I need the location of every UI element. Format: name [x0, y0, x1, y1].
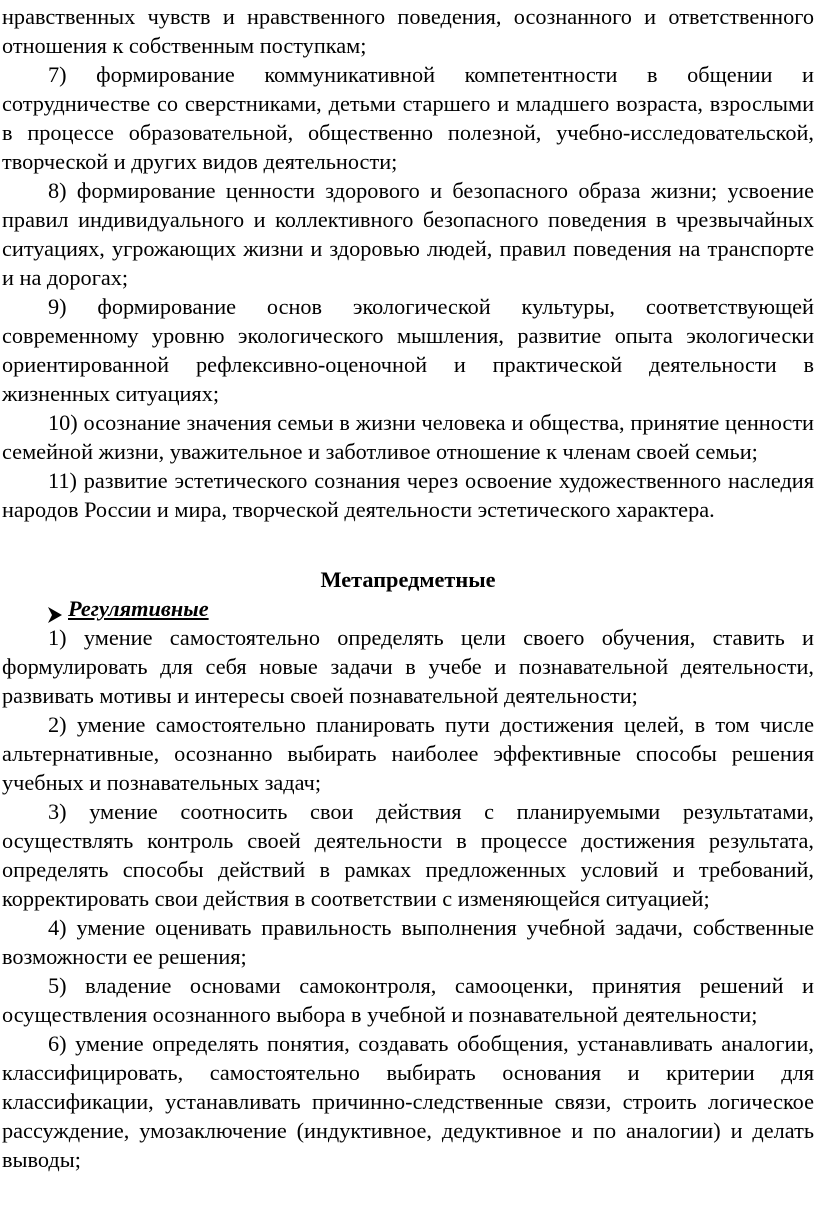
regulatory-item-3: 3) умение соотносить свои действия с планируемыми результатами, осуществлять контроль своей деятельности в процессе достижения результата, определять способы действий в рамках предложенных условий и требований, корректировать свои действия в соответствии с изменяющейся ситуацией;: [2, 799, 814, 911]
personal-item-8: 8) формирование ценности здорового и безопасного образа жизни; усвоение правил индивидуального и коллективного безопасного поведения в чрезвычайных ситуациях, угрожающих жизни и здоровью людей, правил поведения на транспорте и на дорогах;: [2, 178, 814, 290]
personal-item-9: 9) формирование основ экологической культуры, соответствующей современному уровню экологического мышления, развитие опыта экологически ориентированной рефлексивно-оценочной и практической деятельности в жизненных ситуациях;: [2, 294, 814, 406]
subsection-heading: [2, 594, 814, 623]
regulatory-item-1: 1) умение самостоятельно определять цели своего обучения, ставить и формулировать для себя новые задачи в учебе и познавательной деятельности, развивать мотивы и интересы своей познавательной деятельности;: [2, 625, 814, 708]
regulatory-item-5: 5) владение основами самоконтроля, самооценки, принятия решений и осуществления осознанного выбора в учебной и познавательной деятельности;: [2, 973, 814, 1027]
personal-item-11: 11) развитие эстетического сознания через освоение художественного наследия народов России и мира, творческой деятельности эстетического характера.: [2, 468, 814, 522]
personal-item-7: 7) формирование коммуникативной компетентности в общении и сотрудничестве со сверстниками, детьми старшего и младшего возраста, взрослыми в процессе образовательной, общественно полезной, учебно-исследовательской, творческой и других видов деятельности;: [2, 62, 814, 174]
spacer: [2, 524, 814, 553]
section-title: Метапредметные: [320, 567, 496, 592]
continuation-paragraph: нравственных чувств и нравственного поведения, осознанного и ответственного отношения к собственным поступкам;: [2, 4, 814, 58]
subsection-label: Регулятивные: [68, 596, 209, 621]
regulatory-item-6: 6) умение определять понятия, создавать обобщения, устанавливать аналогии, классифицировать, самостоятельно выбирать основания и критерии для классификации, устанавливать причинно-следственные связи, строить логическое рассуждение, умозаключение (индуктивное, дедуктивное и по аналогии) и делать выводы;: [2, 1031, 814, 1172]
regulatory-item-4: 4) умение оценивать правильность выполнения учебной задачи, собственные возможности ее решения;: [2, 915, 814, 969]
arrowhead-bullet-icon: [48, 601, 62, 617]
personal-item-10: 10) осознание значения семьи в жизни человека и общества, принятие ценности семейной жизни, уважительное и заботливое отношение к членам своей семьи;: [2, 410, 814, 464]
regulatory-item-2: 2) умение самостоятельно планировать пути достижения целей, в том числе альтернативные, осознанно выбирать наиболее эффективные способы решения учебных и познавательных задач;: [2, 712, 814, 795]
